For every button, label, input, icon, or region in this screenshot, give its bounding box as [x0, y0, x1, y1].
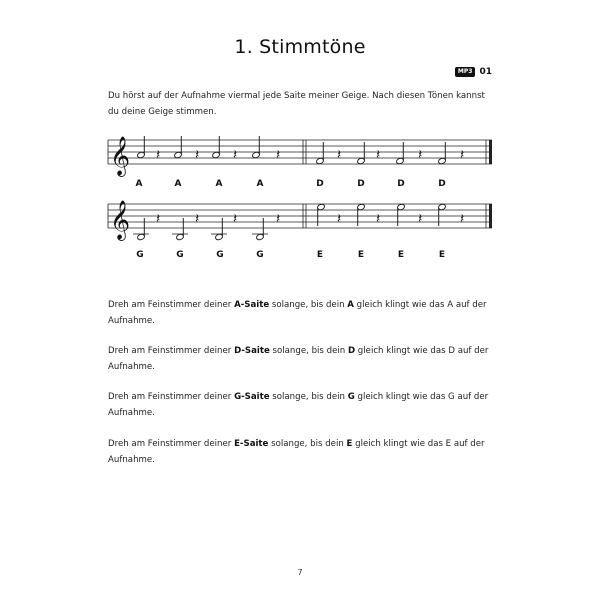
svg-text:𝄽: 𝄽 — [337, 147, 342, 163]
svg-text:𝄽: 𝄽 — [418, 211, 423, 227]
note-label-g3: G — [216, 250, 224, 260]
svg-text:𝄽: 𝄽 — [195, 211, 200, 227]
note-label-e4: E — [438, 250, 446, 260]
music-staff-2 — [0, 196, 600, 276]
svg-text:𝄽: 𝄽 — [276, 147, 281, 163]
note-label-a1: A — [135, 179, 143, 189]
quarter-rests — [156, 211, 464, 227]
svg-text:𝄽: 𝄽 — [376, 211, 381, 227]
note-label-a3: A — [215, 179, 223, 189]
svg-text:𝄽: 𝄽 — [233, 211, 238, 227]
audio-track-marker — [455, 67, 492, 77]
quarter-rests — [156, 147, 464, 163]
svg-text:𝄽: 𝄽 — [460, 147, 465, 163]
instruction-d: Dreh am Feinstimmer deiner D-Saite solange, bis dein D gleich klingt wie das D auf der Aufnahme. — [108, 346, 489, 372]
svg-text:𝄽: 𝄽 — [156, 147, 161, 163]
note-label-d1: D — [316, 179, 324, 189]
treble-clef-icon: 𝄞 — [110, 200, 131, 240]
svg-text:𝄽: 𝄽 — [276, 211, 281, 227]
note-label-d3: D — [397, 179, 405, 189]
note-label-g2: G — [176, 250, 184, 260]
mp3-icon: MP3 — [455, 67, 476, 77]
track-number: 01 — [479, 67, 492, 77]
note-label-e1: E — [316, 250, 324, 260]
notes-d — [316, 142, 447, 165]
svg-text:𝄽: 𝄽 — [233, 147, 238, 163]
note-label-a2: A — [174, 179, 182, 189]
note-label-d4: D — [438, 179, 446, 189]
svg-text:𝄽: 𝄽 — [156, 211, 161, 227]
instruction-a: Dreh am Feinstimmer deiner A-Saite solange, bis dein A gleich klingt wie das A auf der Aufnahme. — [108, 300, 487, 326]
svg-text:𝄽: 𝄽 — [195, 147, 200, 163]
svg-text:𝄽: 𝄽 — [460, 211, 465, 227]
note-label-a4: A — [256, 179, 264, 189]
page-title: 1. Stimmtöne — [234, 36, 366, 58]
svg-text:𝄽: 𝄽 — [418, 147, 423, 163]
treble-clef-icon: 𝄞 — [110, 136, 131, 176]
svg-text:𝄽: 𝄽 — [376, 147, 381, 163]
instruction-g: Dreh am Feinstimmer deiner G-Saite solange, bis dein G gleich klingt wie das G auf der Aufnahme. — [108, 392, 489, 418]
page-number: 7 — [297, 568, 303, 577]
note-label-e3: E — [397, 250, 405, 260]
note-label-g1: G — [136, 250, 144, 260]
note-label-e2: E — [357, 250, 365, 260]
note-label-d2: D — [357, 179, 365, 189]
instruction-e: Dreh am Feinstimmer deiner E-Saite solange, bis dein E gleich klingt wie das E auf der Aufnahme. — [108, 439, 485, 465]
note-label-g4: G — [256, 250, 264, 260]
svg-text:𝄽: 𝄽 — [337, 211, 342, 227]
intro-text: Du hörst auf der Aufnahme viermal jede Saite meiner Geige. Nach diesen Tönen kannst du deine Geige stimmen. — [108, 91, 485, 117]
